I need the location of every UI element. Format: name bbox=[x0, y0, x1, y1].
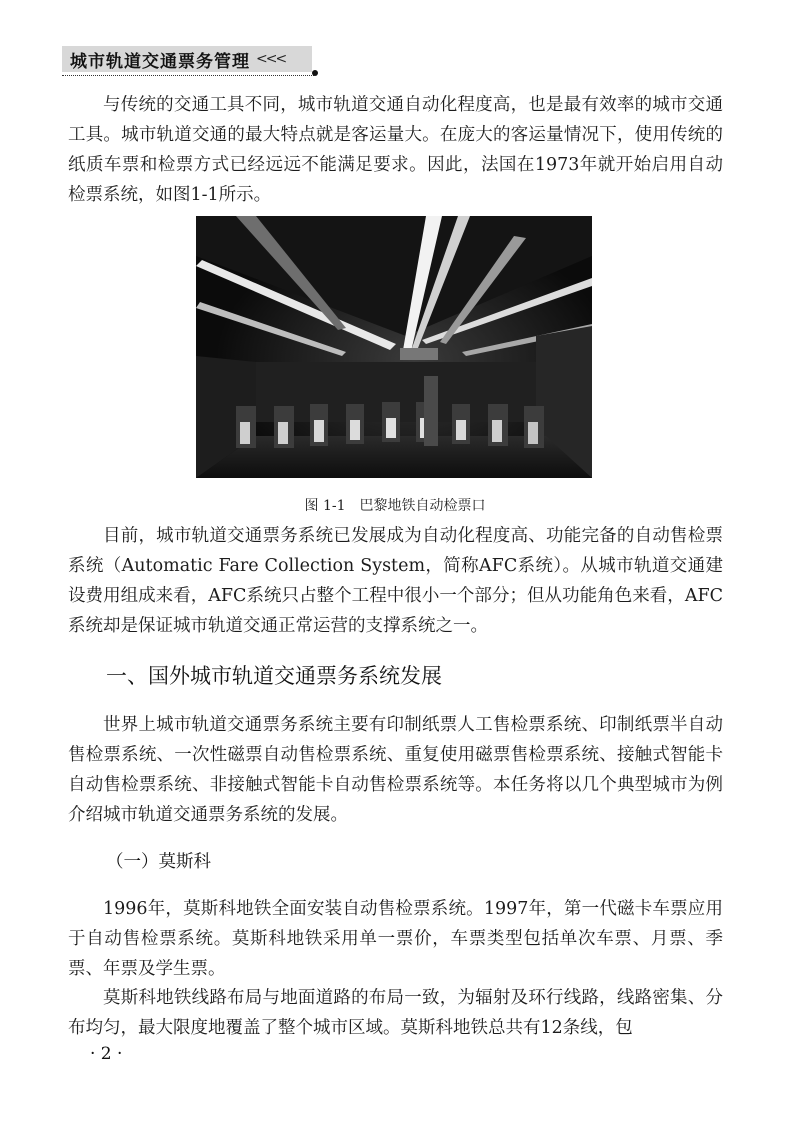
running-header bbox=[62, 46, 312, 72]
turnstile-gates bbox=[236, 402, 544, 448]
overhead-sign bbox=[400, 348, 438, 360]
chevron-icon: <<< bbox=[256, 51, 286, 67]
paragraph-overview: 世界上城市轨道交通票务系统主要有印制纸票人工售检票系统、印制纸票半自动售检票系统、一次性磁票自动售检票系统、重复使用磁票售检票系统、接触式智能卡自动售检票系统、非接触式智能卡自动售检票系统等。本任务将以几个典型城市为例介绍城市轨道交通票务系统的发展。 bbox=[68, 715, 723, 825]
header-dot-ornament bbox=[312, 70, 318, 76]
paragraph-moscow-2: 莫斯科地铁线路布局与地面道路的布局一致，为辐射及环行线路，线路密集、分布均匀，最大限度地覆盖了整个城市区域。莫斯科地铁总共有12条线，包 bbox=[68, 988, 723, 1038]
paragraph-moscow-1: 1996年，莫斯科地铁全面安装自动售检票系统。1997年，第一代磁卡车票应用于自动售检票系统。莫斯科地铁采用单一票价，车票类型包括单次车票、月票、季票、年票及学生票。 bbox=[68, 899, 723, 979]
header-dotted-rule bbox=[62, 73, 314, 76]
paragraph-intro: 与传统的交通工具不同，城市轨道交通自动化程度高，也是最有效率的城市交通工具。城市轨道交通的最大特点就是客运量大。在庞大的客运量情况下，使用传统的纸质车票和检票方式已经远远不能满足要求。因此，法国在1973年就开始启用自动检票系统，如图1-1所示。 bbox=[68, 95, 723, 205]
paragraph-afc: 目前，城市轨道交通票务系统已发展成为自动化程度高、功能完备的自动售检票系统（Automatic Fare Collection System，简称AFC系统）。从城市轨道交通建设费用组成来看，AFC系统只占整个工程中很小一个部分；但从功能角色来看，AFC系统却是保证城市轨道交通正常运营的支撑系统之一。 bbox=[68, 526, 723, 636]
figure-caption: 图 1-1 巴黎地铁自动检票口 bbox=[304, 498, 486, 514]
section-heading: 一、国外城市轨道交通票务系统发展 bbox=[106, 664, 442, 688]
running-header-title: 城市轨道交通票务管理 bbox=[70, 51, 250, 72]
metro-gates-illustration bbox=[196, 216, 592, 478]
page-number: · 2 · bbox=[90, 1044, 123, 1064]
subsection-heading-moscow: （一）莫斯科 bbox=[106, 852, 211, 872]
figure-photo-paris-metro-gates bbox=[196, 216, 592, 478]
